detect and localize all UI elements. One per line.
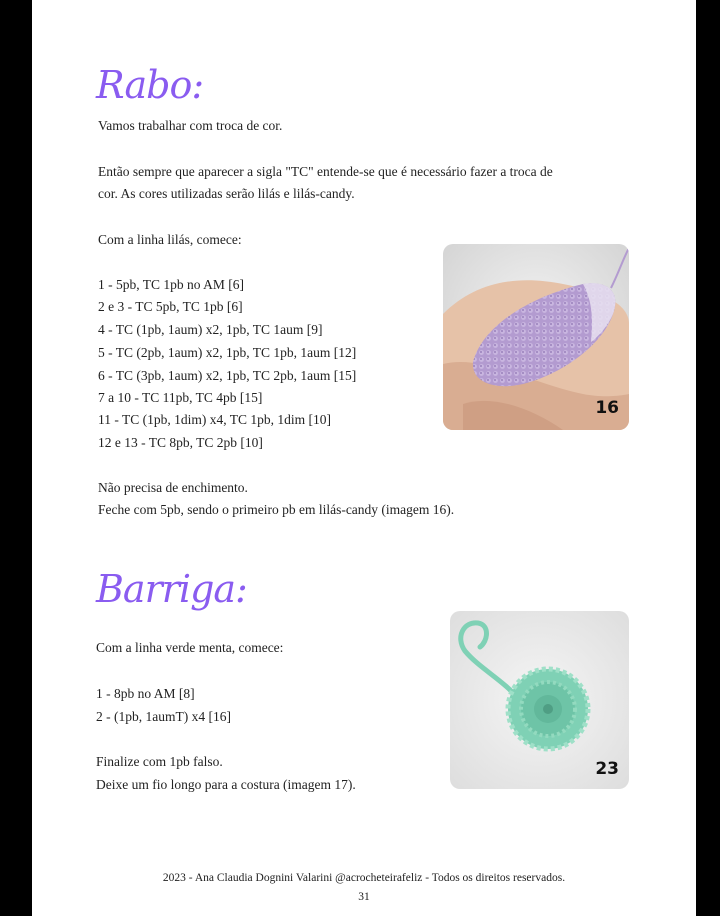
- start-instruction: Com a linha verde menta, comece:: [96, 640, 284, 655]
- photo-number-label: 23: [595, 759, 619, 779]
- pattern-row: 7 a 10 - TC 11pb, TC 4pb [15]: [98, 390, 263, 405]
- page-number: 31: [358, 891, 370, 903]
- intro-text: Vamos trabalhar com troca de cor.: [98, 118, 283, 133]
- section-title-barriga: Barriga:: [96, 567, 247, 611]
- pattern-row: 12 e 13 - TC 8pb, TC 2pb [10]: [98, 435, 263, 450]
- pattern-row: 6 - TC (3pb, 1aum) x2, 1pb, TC 2pb, 1aum [15]: [98, 368, 357, 383]
- note-text: Deixe um fio longo para a costura (imagem 17).: [96, 777, 356, 792]
- note-text: Não precisa de enchimento.: [98, 480, 248, 495]
- paragraph-line: Então sempre que aparecer a sigla "TC" entende-se que é necessário fazer a troca de: [98, 164, 553, 179]
- note-text: Finalize com 1pb falso.: [96, 754, 223, 769]
- start-instruction: Com a linha lilás, comece:: [98, 232, 242, 247]
- note-text: Feche com 5pb, sendo o primeiro pb em lilás-candy (imagem 16).: [98, 502, 455, 517]
- footer-credit: 2023 - Ana Claudia Dognini Valarini @acrocheteirafeliz - Todos os direitos reservados.: [162, 872, 566, 884]
- belly-photo: [450, 611, 629, 789]
- pattern-row: 2 - (1pb, 1aumT) x4 [16]: [96, 709, 231, 724]
- section-title-rabo: Rabo:: [96, 63, 204, 107]
- photo-number-label: 16: [595, 398, 619, 418]
- pattern-row: 4 - TC (1pb, 1aum) x2, 1pb, TC 1aum [9]: [98, 322, 323, 337]
- document-page: [32, 0, 696, 916]
- pattern-row: 1 - 5pb, TC 1pb no AM [6]: [98, 277, 245, 292]
- tail-photo: [443, 244, 629, 430]
- paragraph-line: cor. As cores utilizadas serão lilás e lilás-candy.: [98, 186, 355, 201]
- pattern-row: 5 - TC (2pb, 1aum) x2, 1pb, TC 1pb, 1aum [12]: [98, 345, 357, 360]
- pattern-row: 11 - TC (1pb, 1dim) x4, TC 1pb, 1dim [10]: [98, 412, 331, 427]
- pattern-row: 1 - 8pb no AM [8]: [96, 686, 195, 701]
- pattern-row: 2 e 3 - TC 5pb, TC 1pb [6]: [98, 299, 243, 314]
